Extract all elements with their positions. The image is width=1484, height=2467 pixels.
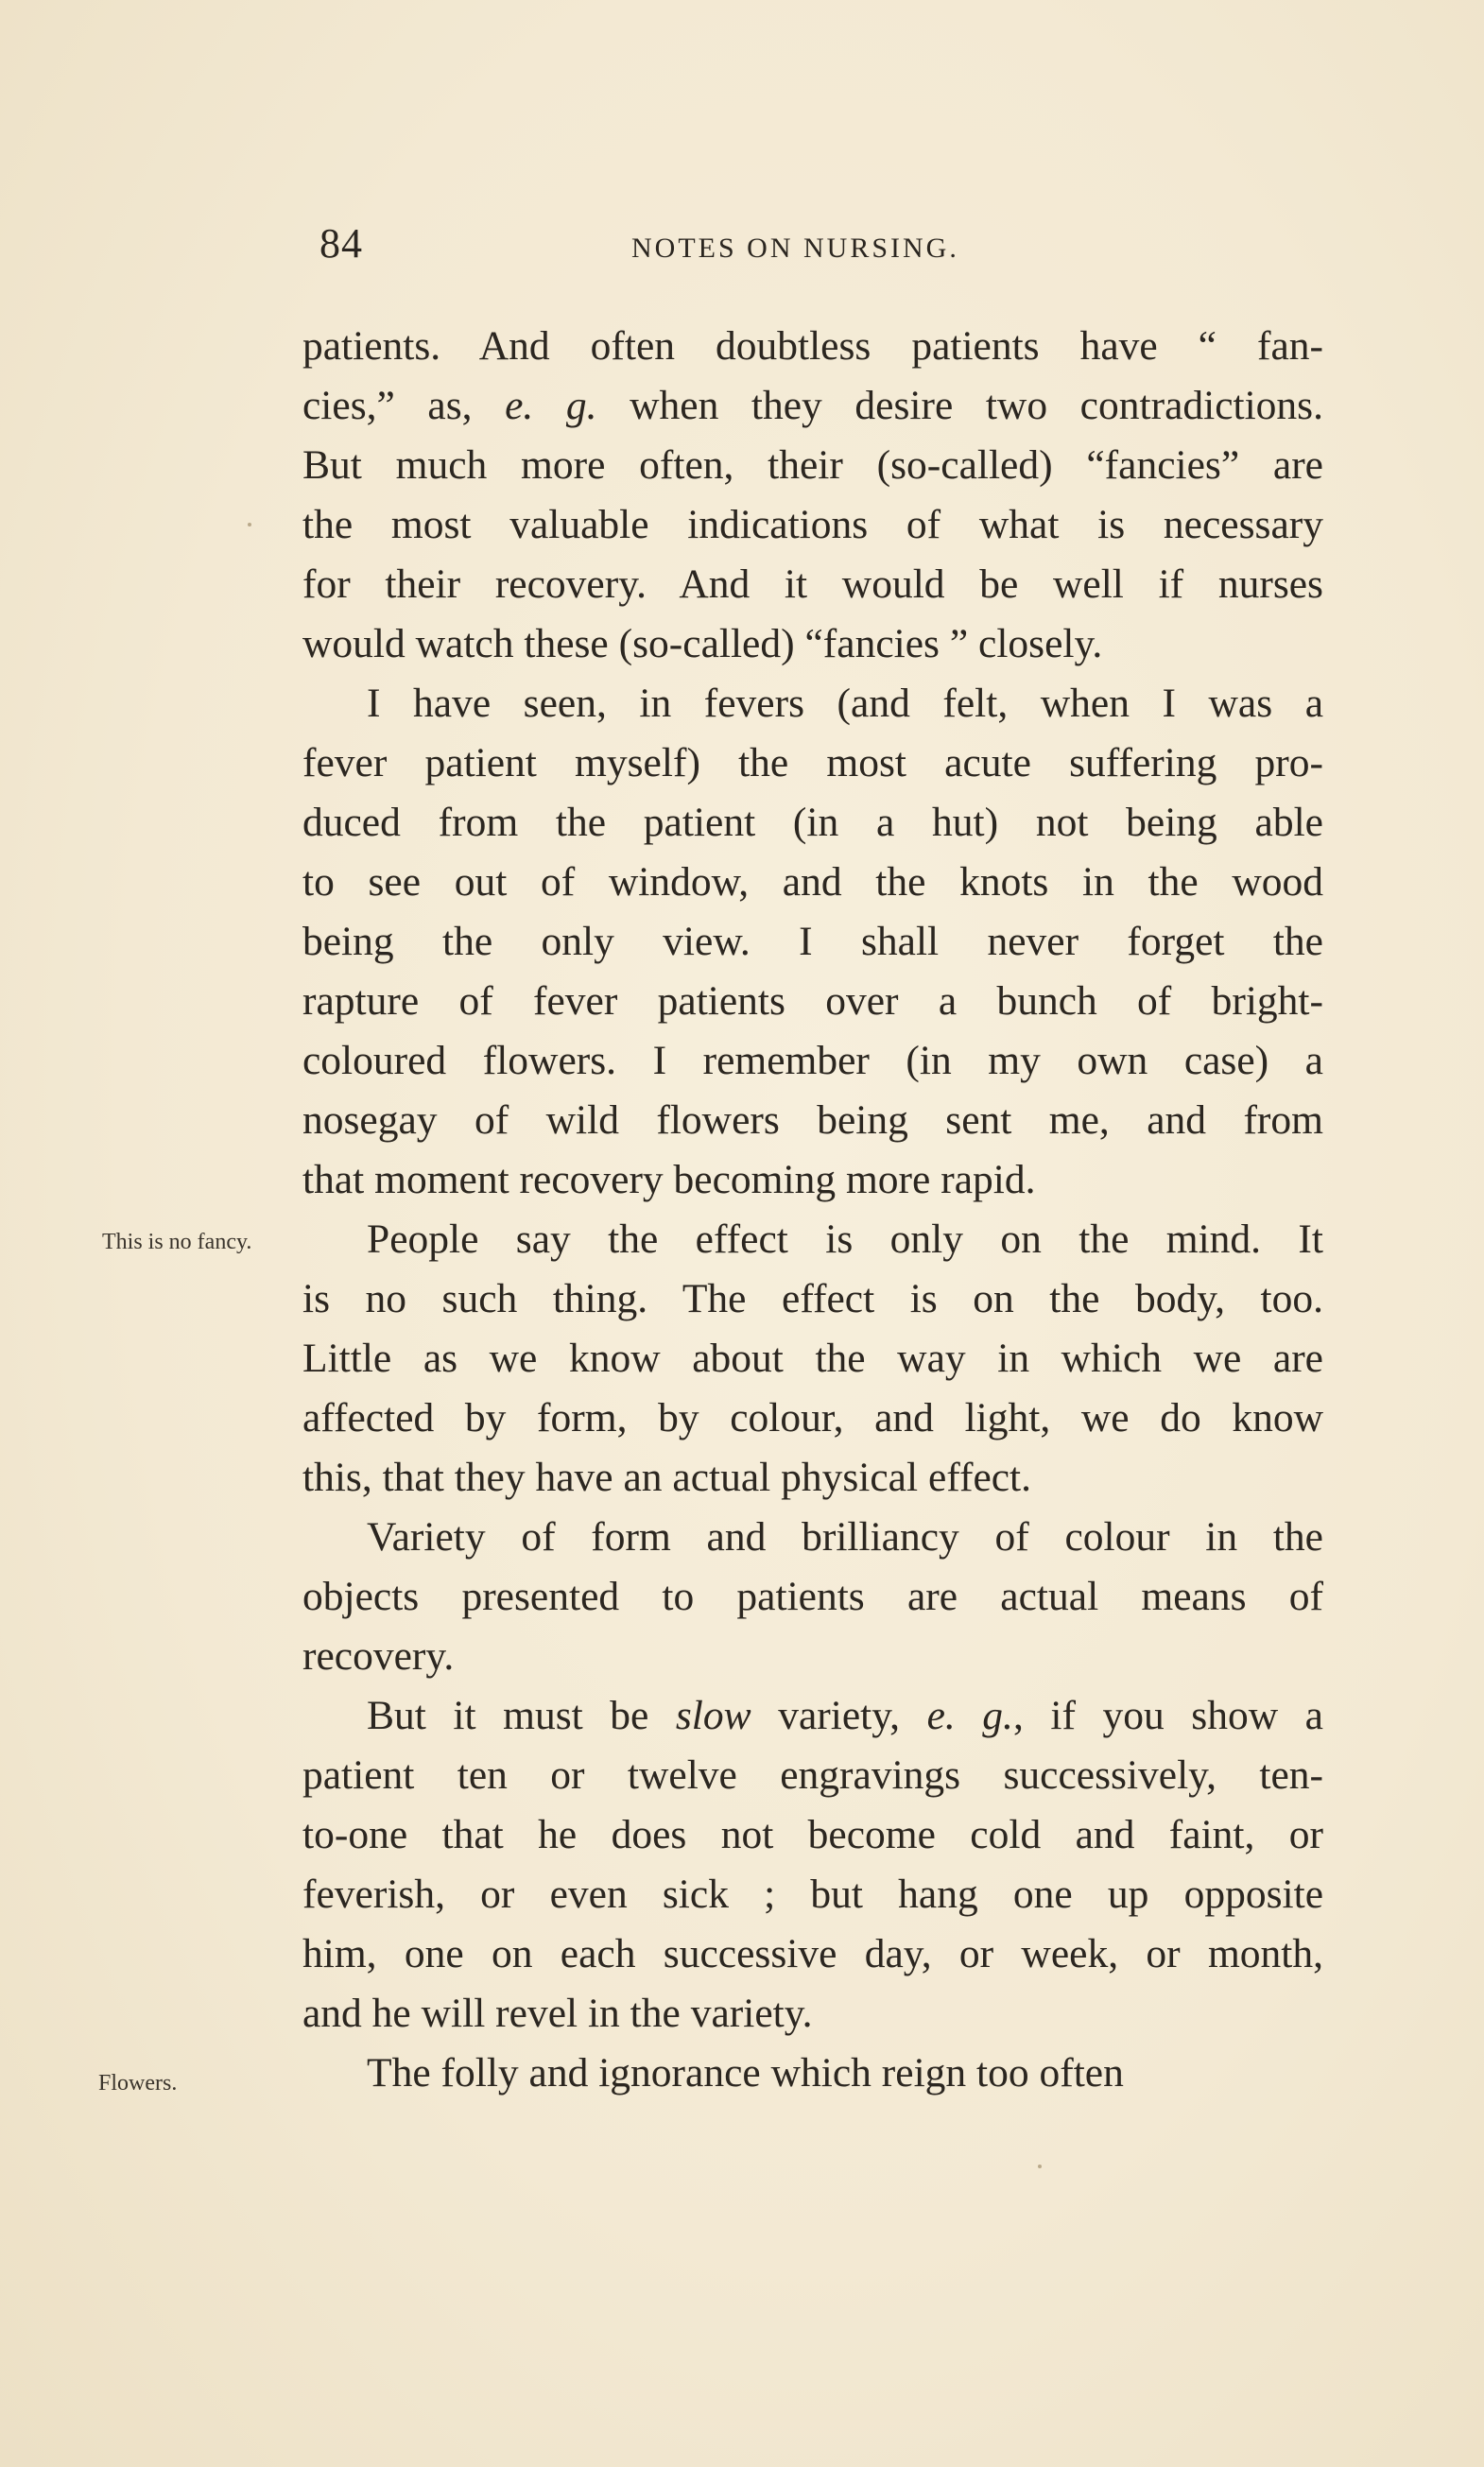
text-line: objects presented to patients are actual means of: [302, 1574, 1323, 1619]
paragraph: [302, 2044, 1323, 2103]
page-number: 84: [319, 220, 363, 267]
text-line: I have seen, in fevers (and felt, when I was a: [367, 681, 1323, 726]
margin-note-flowers: Flowers.: [98, 2071, 178, 2096]
text-line: for their recovery. And it would be well if nurses: [302, 561, 1323, 607]
paragraph: [302, 1508, 1323, 1686]
text-line: would watch these (so-called) “fancies ” closely.: [302, 621, 1103, 666]
text-line: to-one that he does not become cold and faint, or: [302, 1812, 1323, 1857]
text-line: rapture of fever patients over a bunch of bright-: [302, 978, 1323, 1024]
text-line: Variety of form and brilliancy of colour in the: [367, 1514, 1323, 1560]
margin-note-fancy: This is no fancy.: [102, 1230, 252, 1254]
text-line: But much more often, their (so-called) “fancies” are: [302, 442, 1323, 488]
text-line: this, that they have an actual physical effect.: [302, 1455, 1032, 1500]
text-line: cies,” as, e. g. when they desire two contradictions.: [302, 383, 1323, 428]
text-line: that moment recovery becoming more rapid.: [302, 1157, 1036, 1202]
body-text: [302, 317, 1323, 2103]
running-head: [319, 219, 1321, 276]
paragraph: [302, 674, 1323, 1210]
paragraph: [302, 317, 1323, 674]
text-line: People say the effect is only on the mind. It: [367, 1216, 1323, 1262]
running-title: NOTES ON NURSING.: [631, 233, 959, 264]
text-line: the most valuable indications of what is necessary: [302, 502, 1323, 547]
paper-speck: [1038, 2165, 1042, 2168]
text-line: patients. And often doubtless patients have “ fan-: [302, 323, 1323, 369]
text-line: him, one on each successive day, or week, or month,: [302, 1931, 1323, 1976]
text-line: affected by form, by colour, and light, we do know: [302, 1395, 1323, 1441]
paragraph: [302, 1210, 1323, 1508]
text-line: being the only view. I shall never forget the: [302, 919, 1323, 964]
text-line: feverish, or even sick ; but hang one up opposite: [302, 1872, 1323, 1917]
text-line: But it must be slow variety, e. g., if you show a: [367, 1693, 1323, 1738]
text-line: The folly and ignorance which reign too often: [367, 2050, 1124, 2096]
text-line: coloured flowers. I remember (in my own case) a: [302, 1038, 1323, 1083]
text-line: fever patient myself) the most acute suffering pro-: [302, 740, 1323, 785]
text-line: to see out of window, and the knots in the wood: [302, 859, 1323, 905]
text-line: nosegay of wild flowers being sent me, and from: [302, 1097, 1323, 1143]
text-line: Little as we know about the way in which we are: [302, 1336, 1323, 1381]
paragraph: [302, 1686, 1323, 2044]
paper-speck: [248, 523, 251, 526]
text-line: patient ten or twelve engravings successively, ten-: [302, 1752, 1323, 1798]
text-line: duced from the patient (in a hut) not being able: [302, 800, 1323, 845]
text-line: is no such thing. The effect is on the body, too.: [302, 1276, 1323, 1321]
text-line: recovery.: [302, 1633, 455, 1679]
text-line: and he will revel in the variety.: [302, 1991, 813, 2036]
